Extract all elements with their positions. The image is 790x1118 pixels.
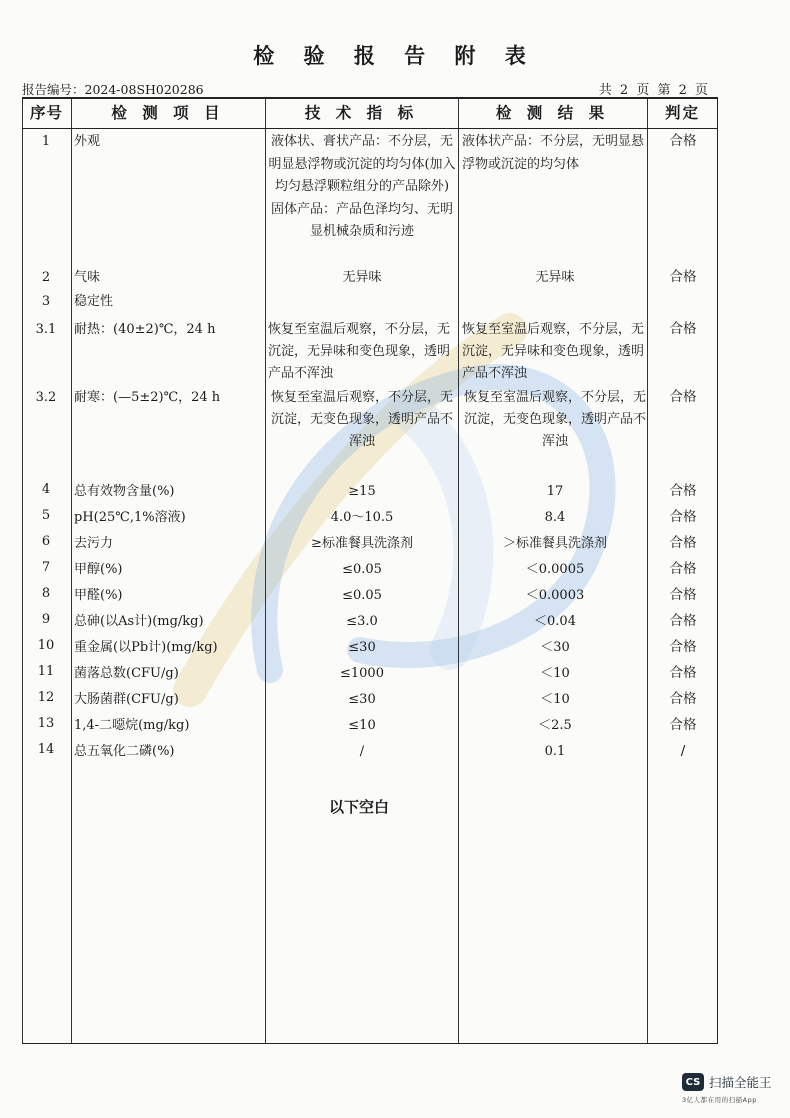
row-spec: ≥15 (348, 484, 376, 499)
row-result: ＞标准餐具洗涤剂 (502, 536, 607, 551)
row-no: 13 (37, 716, 55, 731)
row-result: ＜10 (540, 666, 570, 681)
blank-note: 以下空白 (328, 798, 389, 816)
row-item: 去污力 (74, 536, 114, 551)
row-item: 外观 (74, 134, 101, 149)
row-no: 4 (41, 482, 51, 497)
cs-logo-icon: CS (682, 1073, 704, 1091)
row-result: ＜0.0003 (525, 588, 585, 603)
header-no: 序号 (29, 104, 63, 122)
logo-subtitle: 3亿人都在用的扫描App (682, 1096, 757, 1104)
row-no: 3.1 (35, 322, 57, 337)
row-judgment: 合格 (669, 613, 697, 629)
row-item: 1,4-二噁烷(mg/kg) (74, 718, 190, 733)
row-spec: 恢复至室温后观察，不分层，无沉淀，无变色现象，透明产品不浑浊 (270, 390, 453, 449)
row-item: 甲醇(%) (74, 562, 123, 577)
row-no: 2 (41, 270, 51, 285)
row-judgment: 合格 (669, 717, 697, 733)
row-spec: ≥标准餐具洗涤剂 (311, 536, 413, 551)
row-judgment: 合格 (669, 269, 697, 285)
row-result: ＜0.04 (534, 614, 576, 629)
row-judgment: 合格 (669, 509, 697, 525)
row-judgment: 合格 (669, 321, 697, 337)
row-judgment: 合格 (669, 561, 697, 577)
row-judgment: 合格 (669, 483, 697, 499)
row-no: 6 (41, 534, 51, 549)
scanner-logo (682, 1073, 772, 1091)
row-no: 1 (41, 134, 51, 149)
row-item: 耐热：(40±2)℃，24 h (74, 322, 216, 337)
row-result: 0.1 (544, 744, 566, 759)
row-no: 11 (37, 664, 55, 679)
row-spec: ≤30 (348, 640, 376, 655)
row-result: 恢复至室温后观察，不分层，无沉淀，无变色现象，透明产品不浑浊 (463, 390, 646, 449)
row-judgment: / (680, 743, 686, 759)
row-judgment: 合格 (669, 665, 697, 681)
col-divider (71, 99, 72, 1043)
row-spec: ≤3.0 (346, 614, 378, 629)
row-spec: ≤30 (348, 692, 376, 707)
row-no: 3.2 (35, 390, 57, 405)
row-result: 无异味 (535, 270, 575, 285)
col-divider (265, 99, 266, 1043)
row-result: 17 (546, 484, 564, 499)
row-item: pH(25℃,1%溶液) (74, 510, 186, 525)
row-judgment: 合格 (669, 389, 697, 405)
row-judgment: 合格 (669, 535, 697, 551)
header-judgment: 判定 (664, 104, 700, 122)
page-info: 共 2 页 第 2 页 (598, 83, 710, 98)
row-spec: 无异味 (342, 270, 382, 285)
page-title: 检 验 报 告 附 表 (253, 44, 537, 68)
row-result: ＜30 (540, 640, 570, 655)
row-no: 8 (41, 586, 51, 601)
row-result: ＜2.5 (538, 718, 572, 733)
row-no: 9 (41, 612, 51, 627)
header-divider (22, 128, 717, 129)
report-number: 报告编号：2024-08SH020286 (22, 82, 204, 97)
header-item: 检 测 项 目 (111, 104, 225, 122)
row-spec: / (359, 744, 365, 759)
row-spec: 恢复至室温后观察，不分层，无沉淀，无异味和变色现象，透明产品不浑浊 (268, 322, 451, 381)
row-spec: ≤1000 (340, 666, 384, 681)
row-result: ＜0.0005 (525, 562, 585, 577)
row-item: 总砷(以As计)(mg/kg) (74, 614, 204, 629)
row-no: 5 (41, 508, 51, 523)
row-item: 菌落总数(CFU/g) (74, 666, 179, 681)
row-no: 10 (37, 638, 55, 653)
row-item: 重金属(以Pb计)(mg/kg) (74, 640, 218, 655)
header-result: 检 测 结 果 (495, 104, 610, 122)
row-no: 14 (37, 742, 55, 757)
row-item: 稳定性 (74, 294, 114, 309)
row-no: 12 (37, 690, 55, 705)
row-result: 8.4 (544, 510, 566, 525)
row-judgment: 合格 (669, 691, 697, 707)
row-result: 液体状产品：不分层，无明显悬浮物或沉淀的均匀体 (462, 134, 645, 172)
header-spec: 技 术 指 标 (304, 104, 419, 122)
row-judgment: 合格 (669, 587, 697, 603)
row-item: 总五氧化二磷(%) (74, 744, 175, 759)
row-item: 大肠菌群(CFU/g) (74, 692, 179, 707)
row-item: 总有效物含量(%) (74, 484, 175, 499)
row-no: 3 (41, 294, 51, 309)
row-item: 气味 (74, 270, 101, 285)
row-spec: 4.0～10.5 (330, 510, 394, 525)
row-spec: ≤10 (348, 718, 376, 733)
row-item: 甲醛(%) (74, 588, 123, 603)
row-spec: ≤0.05 (342, 588, 382, 603)
report-table (22, 97, 718, 1044)
col-divider (458, 99, 459, 1043)
row-no: 7 (41, 560, 51, 575)
row-item: 耐寒：(—5±2)℃，24 h (74, 390, 221, 405)
logo-text: 扫描全能王 (709, 1075, 772, 1090)
row-result: 恢复至室温后观察，不分层，无沉淀，无异味和变色现象，透明产品不浑浊 (462, 322, 645, 381)
row-result: ＜10 (540, 692, 570, 707)
row-spec: ≤0.05 (342, 562, 382, 577)
row-judgment: 合格 (669, 639, 697, 655)
row-judgment: 合格 (669, 133, 697, 149)
row-spec: 液体状、膏状产品：不分层，无明显悬浮物或沉淀的均匀体(加入均匀悬浮颗粒组分的产品除外) 固体产品：产品色泽均匀、无明显机械杂质和污迹 (268, 134, 456, 239)
